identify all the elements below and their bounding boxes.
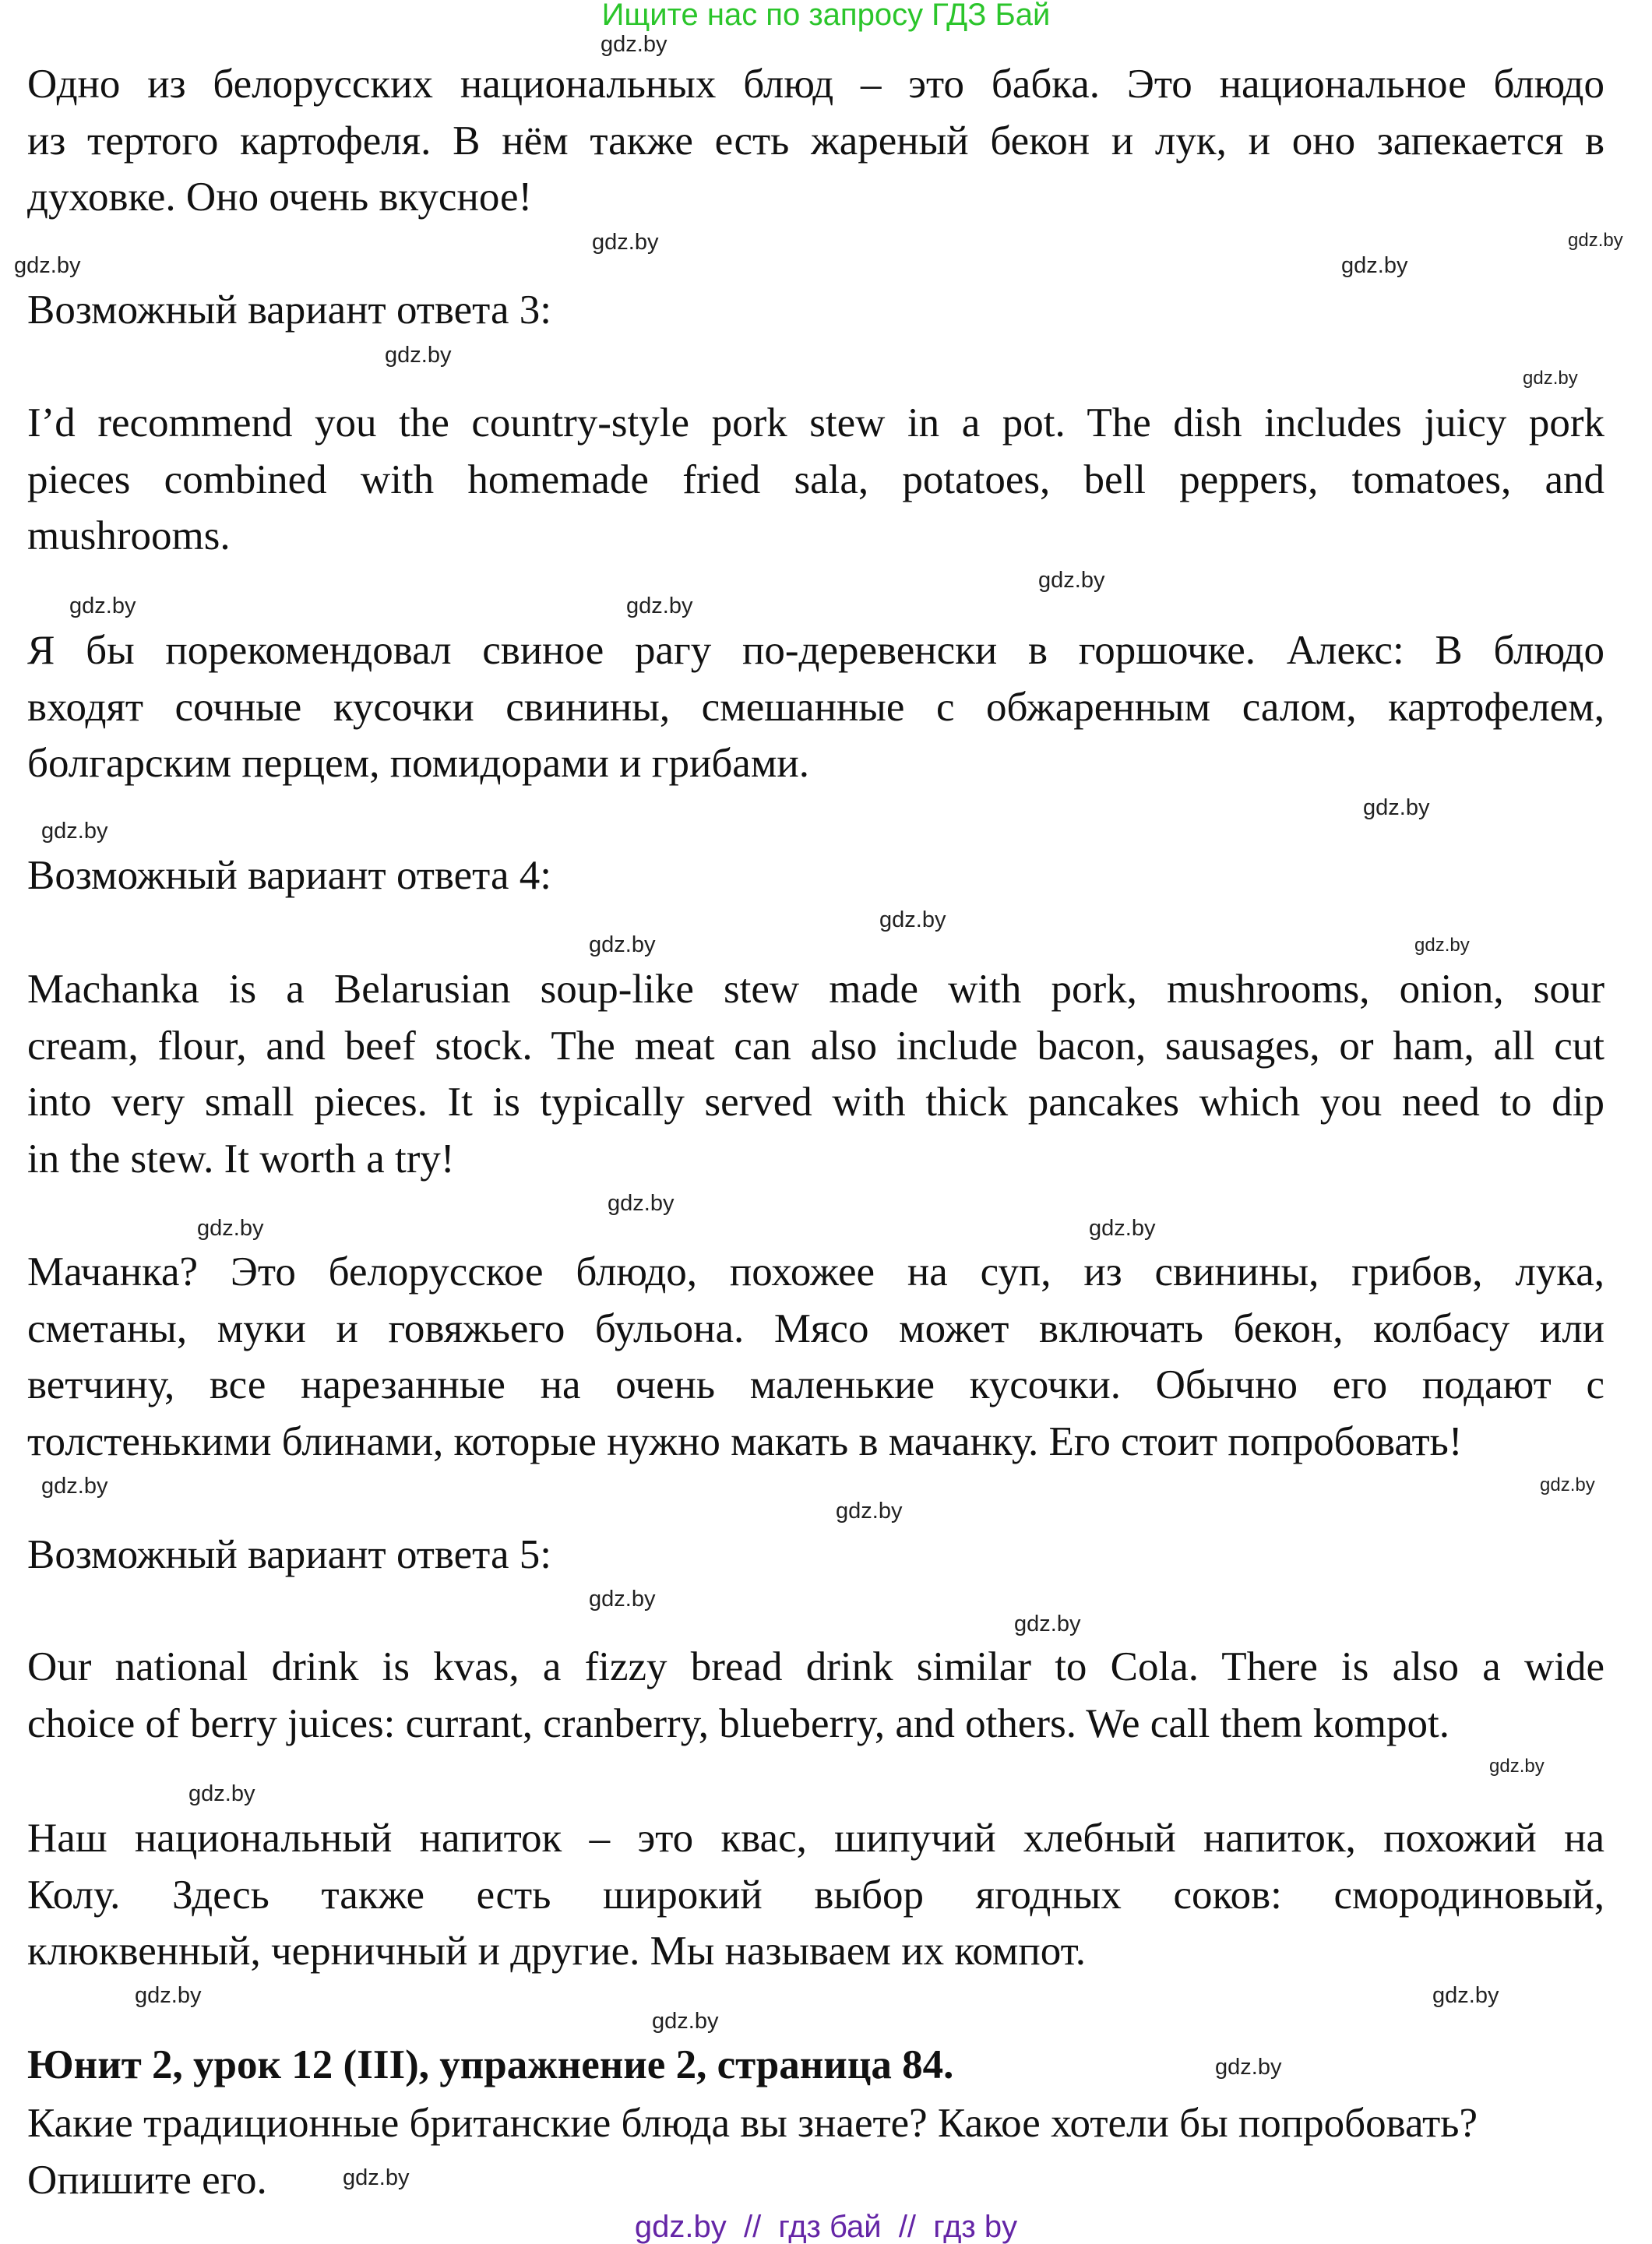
heading-text: Возможный вариант ответа 5: [27,1532,551,1577]
watermark: gdz.by [836,1499,903,1524]
watermark: gdz.by [1540,1474,1595,1495]
watermark: gdz.by [1523,368,1578,389]
watermark: gdz.by [1432,1983,1499,2008]
paragraph-kvas-en [27,1639,1604,1752]
paragraph-kvas-ru [27,1810,1604,1980]
exercise-heading [27,2037,1604,2094]
watermark: gdz.by [626,594,693,618]
text-line: Колу. Здесь также есть широкий выбор ягодных соков: смородиновый, [27,1872,1604,1918]
watermark: gdz.by [1341,253,1408,278]
watermark: gdz.by [69,594,136,618]
text-line: Наш национальный напиток – это квас, шипучий хлебный напиток, похожий на [27,1816,1604,1861]
exercise-question [27,2095,1604,2208]
watermark: gdz.by [652,2009,719,2034]
text-line: in the stew. It worth a try! [27,1136,455,1182]
watermark: gdz.by [197,1216,264,1241]
text-line: Я бы порекомендовал свиное рагу по-деревенски в горшочке. Алекс: В блюдо [27,628,1604,673]
text-line: Опишите его. [27,2157,267,2203]
heading-text: Возможный вариант ответа 3: [27,287,551,333]
watermark: gdz.by [135,1983,202,2008]
text-line: Our national drink is kvas, a fizzy bread drink similar to Cola. There is also a wide [27,1644,1604,1689]
text-line: I’d recommend you the country-style pork stew in a pot. The dish includes juicy pork [27,400,1604,446]
paragraph-babka-ru [27,56,1604,226]
watermark: gdz.by [14,253,81,278]
paragraph-pork-stew-ru [27,622,1604,792]
text-line: Мачанка? Это белорусское блюдо, похожее на суп, из свинины, грибов, лука, [27,1249,1604,1295]
text-line: клюквенный, черничный и другие. Мы называем их компот. [27,1929,1087,1975]
text-line: into very small pieces. It is typically served with thick pancakes which you need to dip [27,1080,1604,1126]
text-line: mushrooms. [27,513,231,559]
watermark: gdz.by [343,2165,410,2190]
text-line: Одно из белорусских национальных блюд – это бабка. Это национальное блюдо [27,62,1604,107]
watermark: gdz.by [1363,795,1430,820]
footer-text[interactable]: gdz.by // гдз бай // гдз by [634,2210,1018,2244]
text-line: болгарским перцем, помидорами и грибами. [27,741,809,787]
text-line: choice of berry juices: currant, cranberry, blueberry, and others. We call them kompot. [27,1700,1449,1746]
footer-site-links[interactable] [0,2211,1652,2243]
watermark: gdz.by [879,907,946,932]
paragraph-pork-stew-en [27,395,1604,565]
watermark: gdz.by [1414,935,1470,956]
text-line: ветчину, все нарезанные на очень маленькие кусочки. Обычно его подают с [27,1362,1604,1408]
watermark: gdz.by [1568,230,1623,251]
search-banner-link[interactable]: Ищите нас по запросу ГДЗ Бай [601,0,1051,32]
paragraph-machanka-en [27,961,1604,1188]
answer-variant-5-heading [27,1527,1604,1583]
heading-text: Юнит 2, урок 12 (III), упражнение 2, страница 84. [27,2042,954,2087]
text-line: духовке. Оно очень вкусное! [27,174,533,220]
paragraph-machanka-ru [27,1244,1604,1471]
answer-variant-4-heading [27,847,1604,904]
text-line: толстенькими блинами, которые нужно макать в мачанку. Его стоит попробовать! [27,1419,1463,1465]
watermark: gdz.by [41,819,108,844]
text-line: сметаны, муки и говяжьего бульона. Мясо может включать бекон, колбасу или [27,1305,1604,1351]
watermark: gdz.by [589,1587,656,1612]
text-line: Machanka is a Belarusian soup-like stew made with pork, mushrooms, onion, sour [27,967,1604,1012]
watermark: gdz.by [601,32,667,57]
heading-text: Возможный вариант ответа 4: [27,853,551,898]
watermark: gdz.by [385,343,452,368]
text-line: Какие традиционные британские блюда вы знаете? Какое хотели бы попробовать? [27,2101,1478,2146]
text-line: входят сочные кусочки свинины, смешанные с обжаренным салом, картофелем, [27,684,1604,730]
text-line: из тертого картофеля. В нём также есть жареный бекон и лук, и оно запекается в [27,118,1604,164]
text-line: cream, flour, and beef stock. The meat can also include bacon, sausages, or ham, all cut [27,1023,1604,1069]
text-line: pieces combined with homemade fried sala, potatoes, bell peppers, tomatoes, and [27,456,1604,502]
watermark: gdz.by [1089,1216,1156,1241]
watermark: gdz.by [1014,1612,1081,1636]
watermark: gdz.by [592,230,659,255]
watermark: gdz.by [1489,1756,1545,1777]
watermark: gdz.by [188,1781,255,1806]
answer-variant-3-heading [27,282,1604,339]
watermark: gdz.by [608,1191,675,1216]
watermark: gdz.by [589,932,656,957]
watermark: gdz.by [1038,568,1105,593]
watermark: gdz.by [1215,2055,1282,2080]
watermark: gdz.by [41,1474,108,1499]
